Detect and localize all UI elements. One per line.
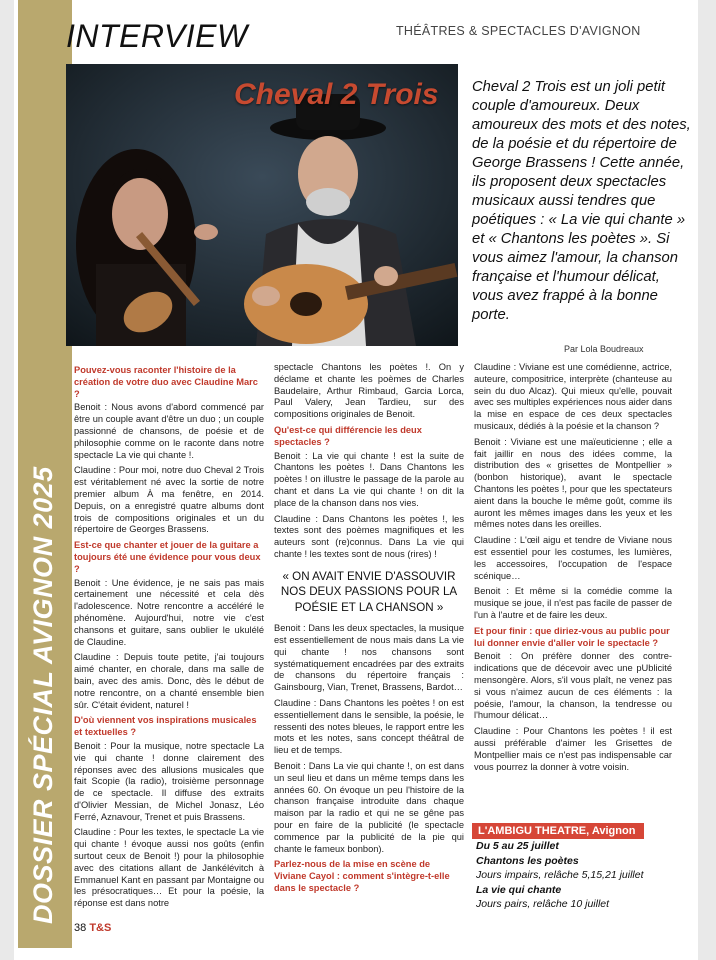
question: Pouvez-vous raconter l'histoire de la création de votre duo avec Claudine Marc ?: [74, 365, 258, 399]
answer: Claudine : Pour Chantons les poètes ! il est aussi préférable d'aimer les Grisettes de Montpellier mais ce n'est pas indispensable car vous pourrez la donner à votre voisin.: [474, 726, 672, 772]
show-info-box: [472, 823, 696, 912]
show-title: La vie qui chante: [476, 883, 562, 896]
section-title: THÉÂTRES & SPECTACLES D'AVIGNON: [396, 24, 641, 38]
answer: Benoit : Dans La vie qui chante !, on est dans un seul lieu et dans un même temps dans les années 60. On évoque un peu l'histoire de la chanson française introduite dans chaque maison par la radio et qui ne se gêne pas pour en faire de la publicité (le spectacle commence par la publicité de la pie qui chante le fameux bonbon).: [274, 761, 464, 854]
show-schedule: Jours pairs, relâche 10 juillet: [476, 898, 610, 910]
answer: Benoit : Et même si la comédie comme la musique se joue, il n'est pas facile de passer de l'un à l'autre et de faire les deux.: [474, 586, 672, 620]
answer: Claudine : Depuis toute petite, j'ai toujours aimé chanter, en chorale, dans ma salle de bain, avec des amis. Donc, dès le début de notre rencontre, on a chanté ensemble bien sûr. C'était évident, naturel !: [74, 652, 264, 710]
sidebar-title: DOSSIER SPÉCIAL AVIGNON 2025: [28, 466, 58, 924]
answer: Claudine : Pour les textes, le spectacle La vie qui chante ! évoque aussi nos goûts (enfin surtout ceux de Benoit !) pour la philosophie avec des citations allant de Jankélévitch à Emmanuel Kant en passant par Montaigne ou les présocratiques… Et pour la poésie, la réponse est dans notre: [74, 827, 264, 909]
duo-photo: [66, 64, 458, 346]
venue-banner: L'AMBIGU THEATRE, Avignon: [472, 823, 644, 839]
byline: Par Lola Boudreaux: [564, 344, 644, 354]
page-footer: [74, 922, 111, 934]
question: D'où viennent vos inspirations musicales et textuelles ?: [74, 715, 257, 738]
answer: Benoit : On préfère donner des contre-indications que de décevoir avec une pUblicité mensongère. Alors, s'il vous plaît, ne venez pas si vous n'aimez aucun de ces éléments : la poésie, l'amour, la chanson, la tendresse ou l'humour délicat…: [474, 651, 672, 721]
show-title: Chantons les poètes: [476, 854, 579, 867]
question: Qu'est-ce qui différencie les deux spectacles ?: [274, 424, 422, 447]
question: Et pour finir : que diriez-vous au public pour lui donner envie d'aller voir le spectacle ?: [474, 625, 670, 648]
answer: Claudine : Viviane est une comédienne, actrice, auteure, compositrice, interprète (chanteuse au sein du duo Alcaz). Qui mieux qu'elle, pouvait avec ses multiples expériences nous aider dans la mise en espace de ces deux spectacles musicaux, dédiés à la poésie et la chanson ?: [474, 362, 672, 431]
column-3: [474, 362, 672, 777]
answer: Claudine : Dans Chantons les poètes !, les textes sont des poèmes magnifiques et les auteurs sont (re)connus. Dans La vie qui chante ! les textes sont de nous (rires) !: [274, 513, 464, 559]
answer: Benoit : La vie qui chante ! est la suite de Chantons les poètes !. Dans Chantons les poètes ! on illustre le passage de la parole au chant et dans La vie qui chante ! on dit la place de la chanson dans nos vies.: [274, 450, 464, 508]
question: Est-ce que chanter et jouer de la guitare a toujours été une évidence pour vous deux ?: [74, 540, 261, 574]
answer: Benoit : Pour la musique, notre spectacle La vie qui chante ! donne clairement des réponses avec des allusions musicales que fait Scopie (la radio), troisième personnage de ce spectacle. Il diffuse des extraits d'Olivier Messian, de Michel Jonasz, Léo Ferré, Aznavour, Trenet et puis Brassens.: [74, 740, 264, 822]
intro-paragraph: Cheval 2 Trois est un joli petit couple d'amoureux. Deux amoureux des mots et des notes, de la poésie et du répertoire de George Brassens ! Cette année, ils proposent deux spectacles musicaux aussi tendres que poétiques : « La vie qui chante » et « Chantons les poètes ». Si vous aimez l'amour, la chanson française et l'humour délicat, vous avez frappé à la bonne porte.: [472, 79, 691, 323]
page-number: 38: [74, 922, 87, 934]
answer: Claudine : Pour moi, notre duo Cheval 2 Trois est véritablement né avec la sortie de notre premier album À ma fenêtre, en 2014. Depuis, on a enregistré quatre albums dont trois de compositions originales et un du répertoire de Georges Brassens.: [74, 465, 264, 535]
show-dates: Du 5 au 25 juillet: [476, 840, 559, 852]
answer: Benoit : Viviane est une maïeuticienne ; elle a fait jaillir en nous des idées comme, la distribution des « grisettes de Montpellier » (bonbon historique), avant le spectacle Chantons les poètes !, pour que les spectateurs aient dans la bouche le même goût, comme ils auront les mêmes images dans les yeux et les mêmes notes dans les oreilles.: [474, 436, 672, 530]
magazine-brand: T&S: [89, 922, 112, 934]
answer: spectacle Chantons les poètes !. On y déclame et chante les poèmes de Charles Baudelaire, Arthur Rimbaud, Garcia Lorca, Paul Valery, Jean Tardieu, sur des compositions originales de Benoit.: [274, 362, 464, 420]
show-schedule: Jours impairs, relâche 5,15,21 juillet: [476, 869, 644, 881]
question: Parlez-nous de la mise en scène de Viviane Cayol : comment s'intègre-t-elle dans le spectacle ?: [274, 859, 450, 893]
answer: Benoit : Une évidence, je ne sais pas mais certainement une nécessité et cela dès l'adolescence. Notre rencontre a accéléré le phénomène. Aujourd'hui, notre vie c'est chansons et guitare, sans oublier le ukulélé de Claudine.: [74, 577, 264, 647]
answer: Benoit : Nous avons d'abord commencé par être un couple avant d'être un duo ; un couple passionné de chansons, de poésie et de philosophie comme on le raconte dans notre spectacle La vie qui chante !.: [74, 402, 264, 460]
answer: Claudine : L'œil aigu et tendre de Viviane nous est essentiel pour les costumes, les lumières, les accessoires, l'occupation de l'espace scénique…: [474, 535, 672, 581]
column-2: [274, 362, 464, 897]
photo-title: Cheval 2 Trois: [234, 78, 439, 111]
pull-quote: « ON AVAIT ENVIE D'ASSOUVIR NOS DEUX PASSIONS POUR LA POÉSIE ET LA CHANSON »: [280, 569, 458, 614]
page-title: INTERVIEW: [66, 18, 248, 54]
column-1: [74, 362, 264, 914]
magazine-page: [14, 0, 698, 960]
answer: Claudine : Dans Chantons les poètes ! on est essentiellement dans le sensible, la poésie, le ressenti des notes bleues, le rapport entre les mots et les notes, sans concept théâtral de lieu et de temps.: [274, 698, 464, 756]
answer: Benoit : Dans les deux spectacles, la musique est essentiellement de nous mais dans La vie qui chante ! nos chansons sont systématiquement encadrées par des extraits de chansons du répertoire français : Gainsbourg, Vian, Trenet, Brassens, Bardot…: [274, 623, 464, 693]
